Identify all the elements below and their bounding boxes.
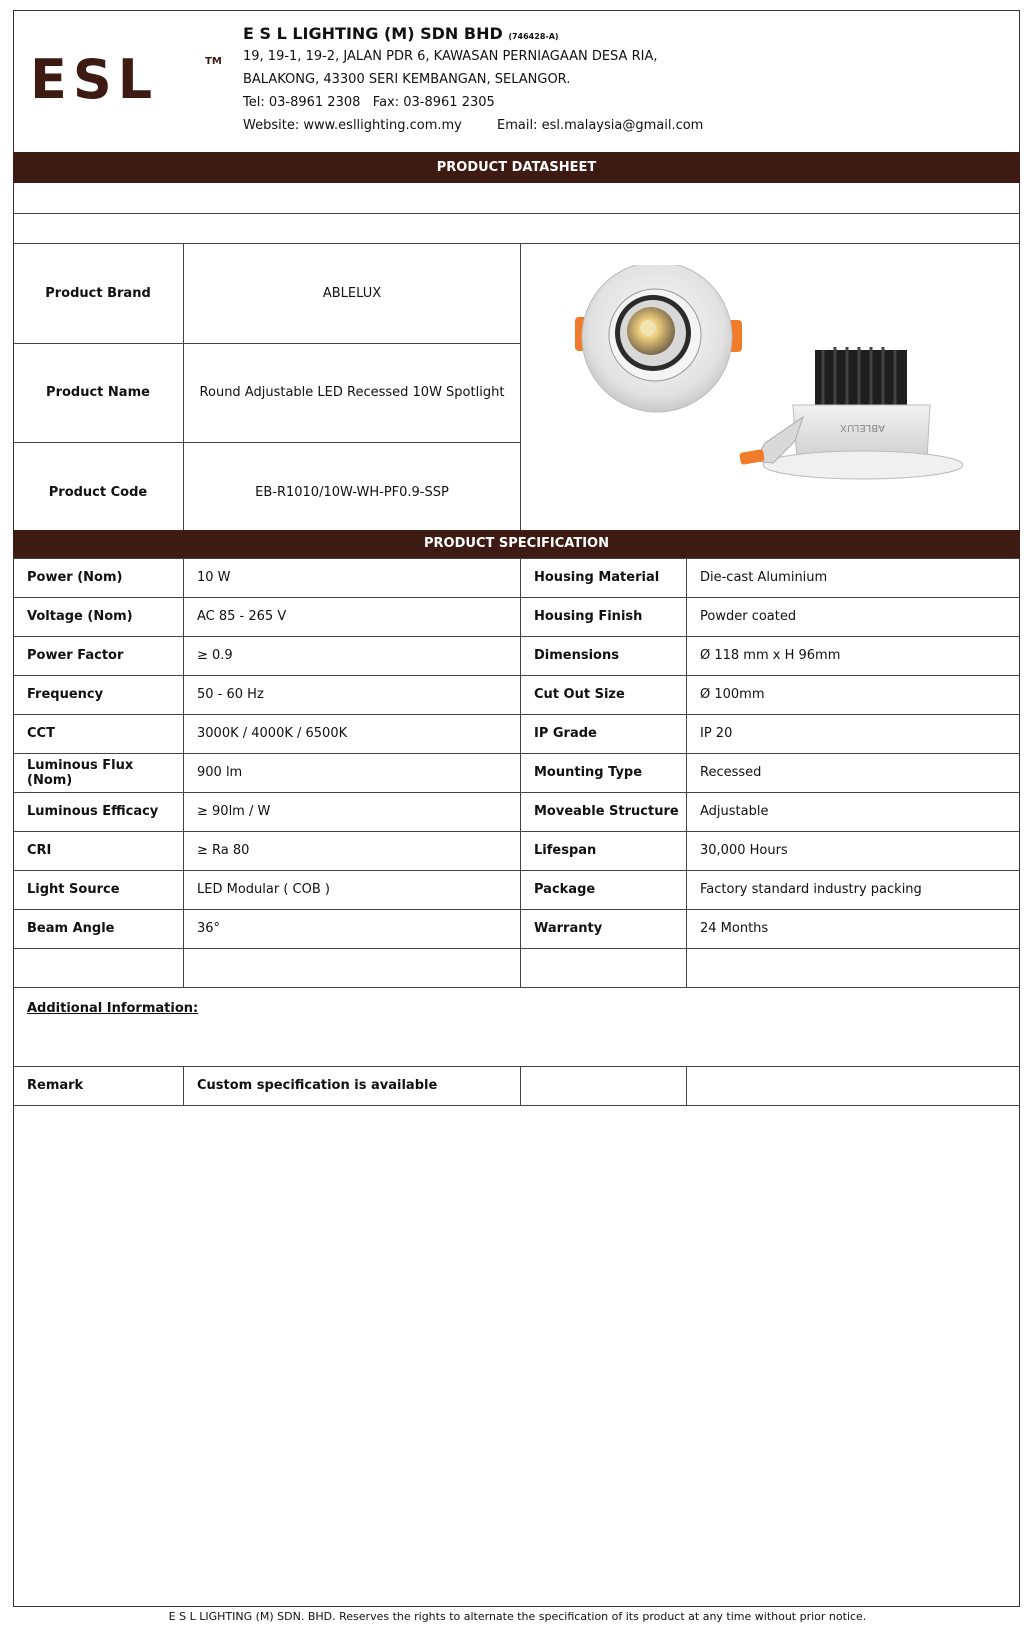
product-specification-banner: PRODUCT SPECIFICATION: [13, 530, 1020, 558]
product-name-value: Round Adjustable LED Recessed 10W Spotlight: [199, 385, 505, 400]
spec-label: Warranty: [534, 921, 603, 936]
spec-value: Ø 100mm: [700, 687, 765, 702]
divider: [13, 213, 1020, 214]
spec-value: Die-cast Aluminium: [700, 570, 828, 585]
spec-value: 36°: [197, 921, 221, 936]
spec-value: ≥ 90lm / W: [197, 804, 271, 819]
spotlight-front-view: [575, 265, 742, 412]
spec-label: Package: [534, 882, 596, 897]
spec-value: ≥ Ra 80: [197, 843, 250, 858]
spec-value: Recessed: [700, 765, 762, 780]
remark-value: Custom specification is available: [197, 1078, 438, 1093]
spotlight-side-view: [739, 347, 963, 479]
spec-label: Housing Material: [534, 570, 660, 585]
spec-label: Frequency: [27, 687, 104, 702]
spec-value: 900 lm: [197, 765, 243, 780]
spec-value: 3000K / 4000K / 6500K: [197, 726, 348, 741]
side-view-brand-print: ABLELUX: [840, 422, 885, 433]
divider: [183, 558, 184, 987]
company-tel-fax: Tel: 03-8961 2308 Fax: 03-8961 2305: [243, 95, 495, 110]
spec-value: ≥ 0.9: [197, 648, 233, 663]
spec-label: Luminous Efficacy: [27, 804, 159, 819]
divider: [686, 558, 687, 987]
divider: [183, 1066, 184, 1105]
spec-value: IP 20: [700, 726, 733, 741]
spec-value: Powder coated: [700, 609, 797, 624]
product-image: [555, 265, 995, 515]
spec-label: Power Factor: [27, 648, 124, 663]
spec-value: 24 Months: [700, 921, 769, 936]
spec-label: Voltage (Nom): [27, 609, 133, 624]
logo-wordmark: ESL: [30, 48, 159, 111]
divider: [13, 987, 1020, 988]
remark-label: Remark: [27, 1078, 84, 1093]
spec-label: CRI: [27, 843, 52, 858]
spec-value: AC 85 - 265 V: [197, 609, 287, 624]
esl-logo: [30, 48, 220, 111]
spec-label: Light Source: [27, 882, 120, 897]
spec-label: Cut Out Size: [534, 687, 625, 702]
spec-value: LED Modular ( COB ): [197, 882, 330, 897]
spec-label: Luminous Flux (Nom): [27, 757, 134, 788]
spec-value: Ø 118 mm x H 96mm: [700, 648, 841, 663]
spec-label: Mounting Type: [534, 765, 643, 780]
product-brand-label: Product Brand: [45, 285, 151, 301]
spec-label: Beam Angle: [27, 921, 115, 936]
spec-value: 50 - 60 Hz: [197, 687, 264, 702]
product-brand-value: ABLELUX: [322, 285, 382, 301]
spec-value: 30,000 Hours: [700, 843, 788, 858]
product-code-label: Product Code: [48, 485, 148, 500]
company-name-line: [243, 24, 559, 43]
additional-information-label: Additional Information:: [27, 1001, 199, 1016]
company-address-line1: 19, 19-1, 19-2, JALAN PDR 6, KAWASAN PERNIAGAAN DESA RIA,: [243, 49, 658, 64]
divider: [520, 558, 521, 987]
company-reg-no: (746428-A): [508, 32, 559, 41]
spec-value: Adjustable: [700, 804, 769, 819]
divider: [13, 948, 1020, 949]
divider: [520, 243, 521, 543]
company-address-line2: BALAKONG, 43300 SERI KEMBANGAN, SELANGOR.: [243, 72, 571, 87]
product-datasheet-banner: PRODUCT DATASHEET: [13, 152, 1020, 183]
spec-label: Housing Finish: [534, 609, 643, 624]
divider: [520, 1066, 521, 1105]
divider: [13, 1105, 1020, 1106]
spec-value: Factory standard industry packing: [700, 882, 922, 897]
product-name-label: Product Name: [46, 385, 150, 400]
spec-label: Power (Nom): [27, 570, 123, 585]
spec-label: Lifespan: [534, 843, 597, 858]
spec-label: CCT: [27, 726, 55, 741]
spec-label: IP Grade: [534, 726, 597, 741]
spec-label: Moveable Structure: [534, 804, 679, 819]
company-name: E S L LIGHTING (M) SDN BHD: [243, 24, 503, 43]
product-code-value: EB-R1010/10W-WH-PF0.9-SSP: [255, 485, 449, 500]
trademark-mark: TM: [205, 56, 222, 67]
spec-value: 10 W: [197, 570, 231, 585]
company-email[interactable]: Email: esl.malaysia@gmail.com: [497, 118, 704, 133]
company-website[interactable]: Website: www.esllighting.com.my: [243, 118, 462, 133]
footer-disclaimer: E S L LIGHTING (M) SDN. BHD. Reserves the rights to alternate the specification of its product at any time without prior notice.: [168, 1610, 867, 1623]
spec-label: Dimensions: [534, 648, 619, 663]
divider: [686, 1066, 687, 1105]
